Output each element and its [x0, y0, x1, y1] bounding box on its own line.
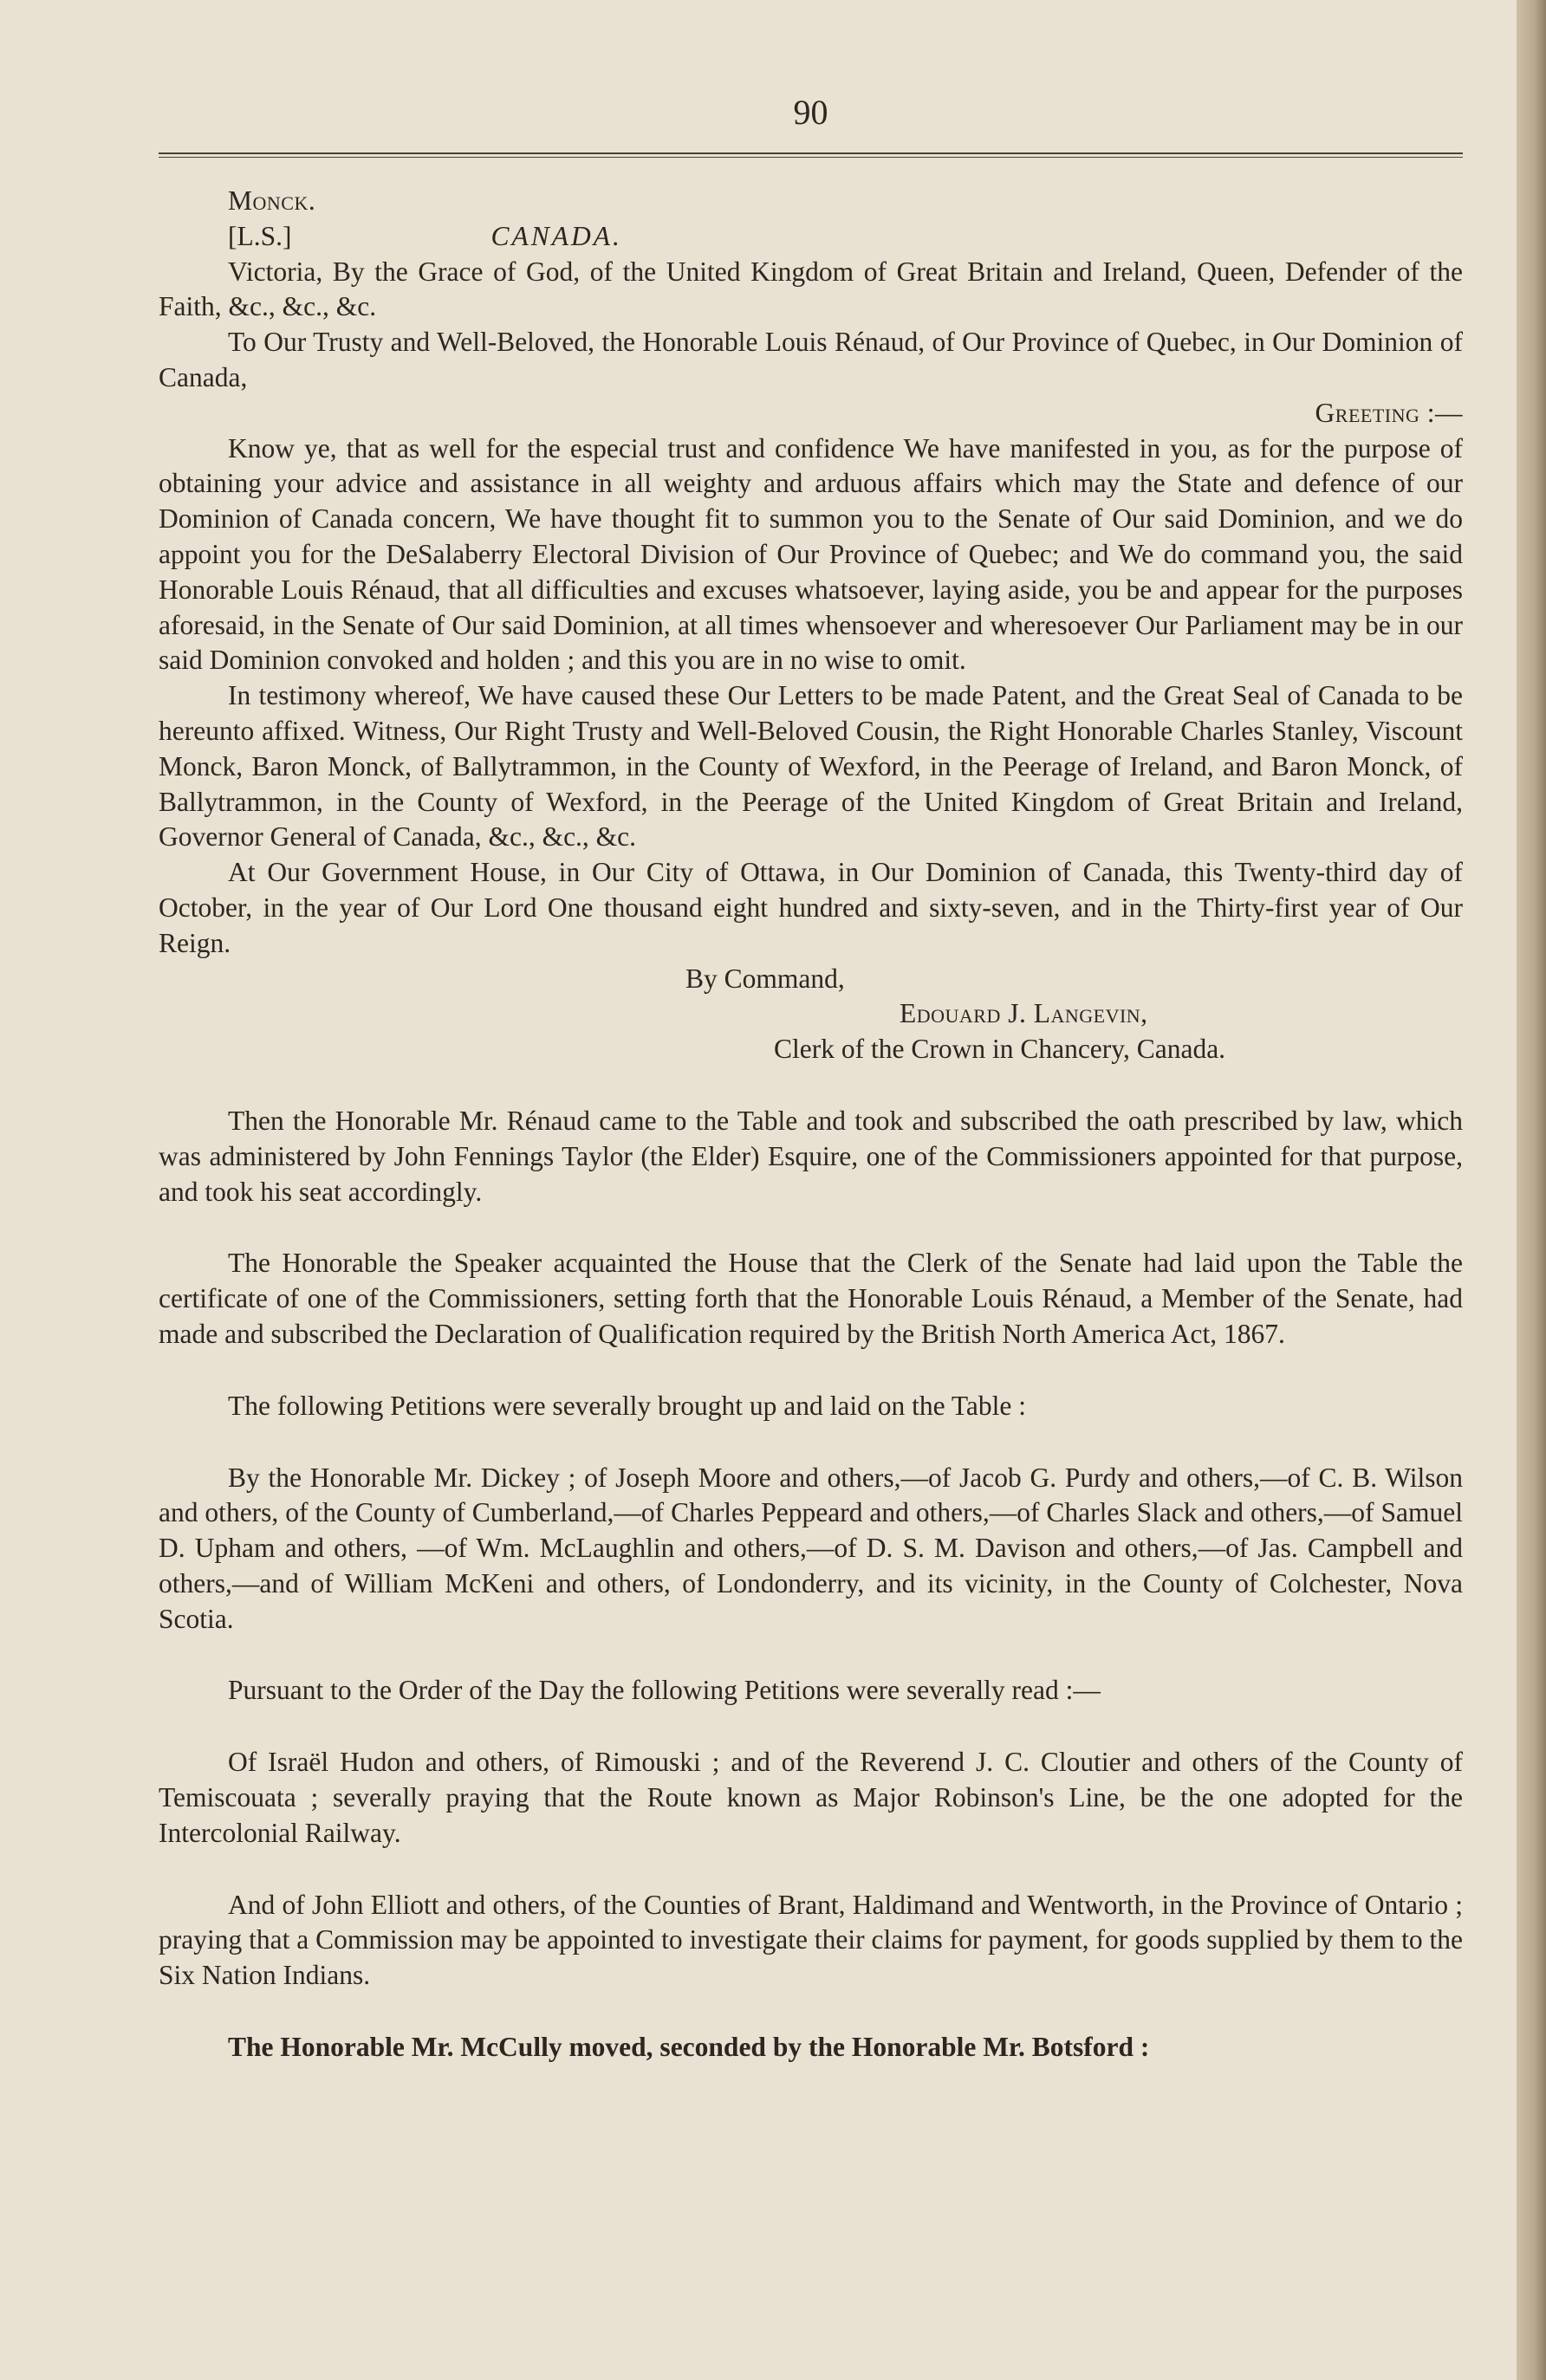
- speaker-paragraph: The Honorable the Speaker acquainted the House that the Clerk of the Senate had laid upon the Table the certificate of one of the Commissioners, setting forth that the Honorable Louis Rénaud, a Member of the Senate, had made and subscribed the Declaration of Qualification required by the British North America Act, 1867.: [159, 1248, 1463, 1349]
- signature-title: Clerk of the Crown in Chancery, Canada.: [774, 1034, 1226, 1065]
- signature-name: Edouard J. Langevin,: [900, 998, 1148, 1029]
- motion-line: The Honorable Mr. McCully moved, seconded by the Honorable Mr. Botsford :: [228, 2032, 1150, 2063]
- by-command: By Command,: [685, 963, 845, 994]
- testimony: In testimony whereof, We have caused these Our Letters to be made Patent, and the Great Seal of Canada to be hereunto affixed. Witness, Our Right Trusty and Well-Beloved Cousin, the Right Honorable Charles Stanley, Viscount Monck, Baron Monck, of Ballytrammon, in the County of Wexford, in the Peerage of Ireland, and Baron Monck, of Ballytrammon, in the County of Wexford, in the Peerage of the United Kingdom of Great Britain and Ireland, Governor General of Canada, &c., &c., &c.: [159, 680, 1463, 853]
- seal-heading-line: [159, 219, 1463, 255]
- proclamation-heading: CANADA.: [490, 220, 622, 251]
- petitions-intro: The following Petitions were severally brought up and laid on the Table :: [228, 1390, 1027, 1421]
- book-binding-edge: [1517, 0, 1546, 2380]
- header-rule: [159, 152, 1463, 158]
- address: To Our Trusty and Well-Beloved, the Honorable Louis Rénaud, of Our Province of Quebec, in Our Dominion of Canada,: [159, 327, 1463, 392]
- petition-hudon: Of Israël Hudon and others, of Rimouski ; and of the Reverend J. C. Cloutier and others of the County of Temiscouata ; severally praying that the Route known as Major Robinson's Line, be the one adopted for the Intercolonial Railway.: [159, 1747, 1463, 1848]
- signer: Monck.: [228, 185, 316, 216]
- dated: At Our Government House, in Our City of Ottawa, in Our Dominion of Canada, this Twenty-third day of October, in the year of Our Lord One thousand eight hundred and sixty-seven, and in the Thirty-first year of Our Reign.: [159, 857, 1463, 958]
- preamble: Victoria, By the Grace of God, of the United Kingdom of Great Britain and Ireland, Queen, Defender of the Faith, &c., &c., &c.: [159, 256, 1463, 322]
- petitions-dickey: By the Honorable Mr. Dickey ; of Joseph Moore and others,—of Jacob G. Purdy and others,—of C. B. Wilson and others, of the County of Cumberland,—of Charles Peppeard and others,—of Charles Slack and others,—of Samuel D. Upham and others, —of Wm. McLaughlin and others,—of D. S. M. Davison and others,—of Jas. Campbell and others,—and of William McKeni and others, of Londonderry, and its vicinity, in the County of Colchester, Nova Scotia.: [159, 1462, 1463, 1634]
- greeting: Greeting :—: [1315, 397, 1463, 428]
- proclamation-body: Know ye, that as well for the especial trust and confidence We have manifested in you, as for the purpose of obtaining your advice and assistance in all weighty and arduous affairs which may the State and defence of our Dominion of Canada concern, We have thought fit to summon you to the Senate of Our said Dominion, and we do appoint you for the DeSalaberry Electoral Division of Our Province of Quebec; and We do command you, the said Honorable Louis Rénaud, that all difficulties and excuses whatsoever, laying aside, you be and appear for the purposes aforesaid, in the Senate of Our said Dominion, at all times whensoever and wheresoever Our Parliament may be in our said Dominion convoked and holden ; and this you are in no wise to omit.: [159, 432, 1463, 676]
- petition-elliott: And of John Elliott and others, of the Counties of Brant, Haldimand and Wentworth, in the Province of Ontario ; praying that a Commission may be appointed to investigate their claims for payment, for goods supplied by them to the Six Nation Indians.: [159, 1889, 1463, 1991]
- order-of-day: Pursuant to the Order of the Day the following Petitions were severally read :—: [228, 1675, 1101, 1706]
- page-number: 90: [793, 93, 828, 132]
- oath-paragraph: Then the Honorable Mr. Rénaud came to the Table and took and subscribed the oath prescribed by law, which was administered by John Fennings Taylor (the Elder) Esquire, one of the Commissioners appointed for that purpose, and took his seat accordingly.: [159, 1105, 1463, 1207]
- seal-mark: [L.S.]: [228, 220, 292, 251]
- page-text: [159, 87, 1463, 2065]
